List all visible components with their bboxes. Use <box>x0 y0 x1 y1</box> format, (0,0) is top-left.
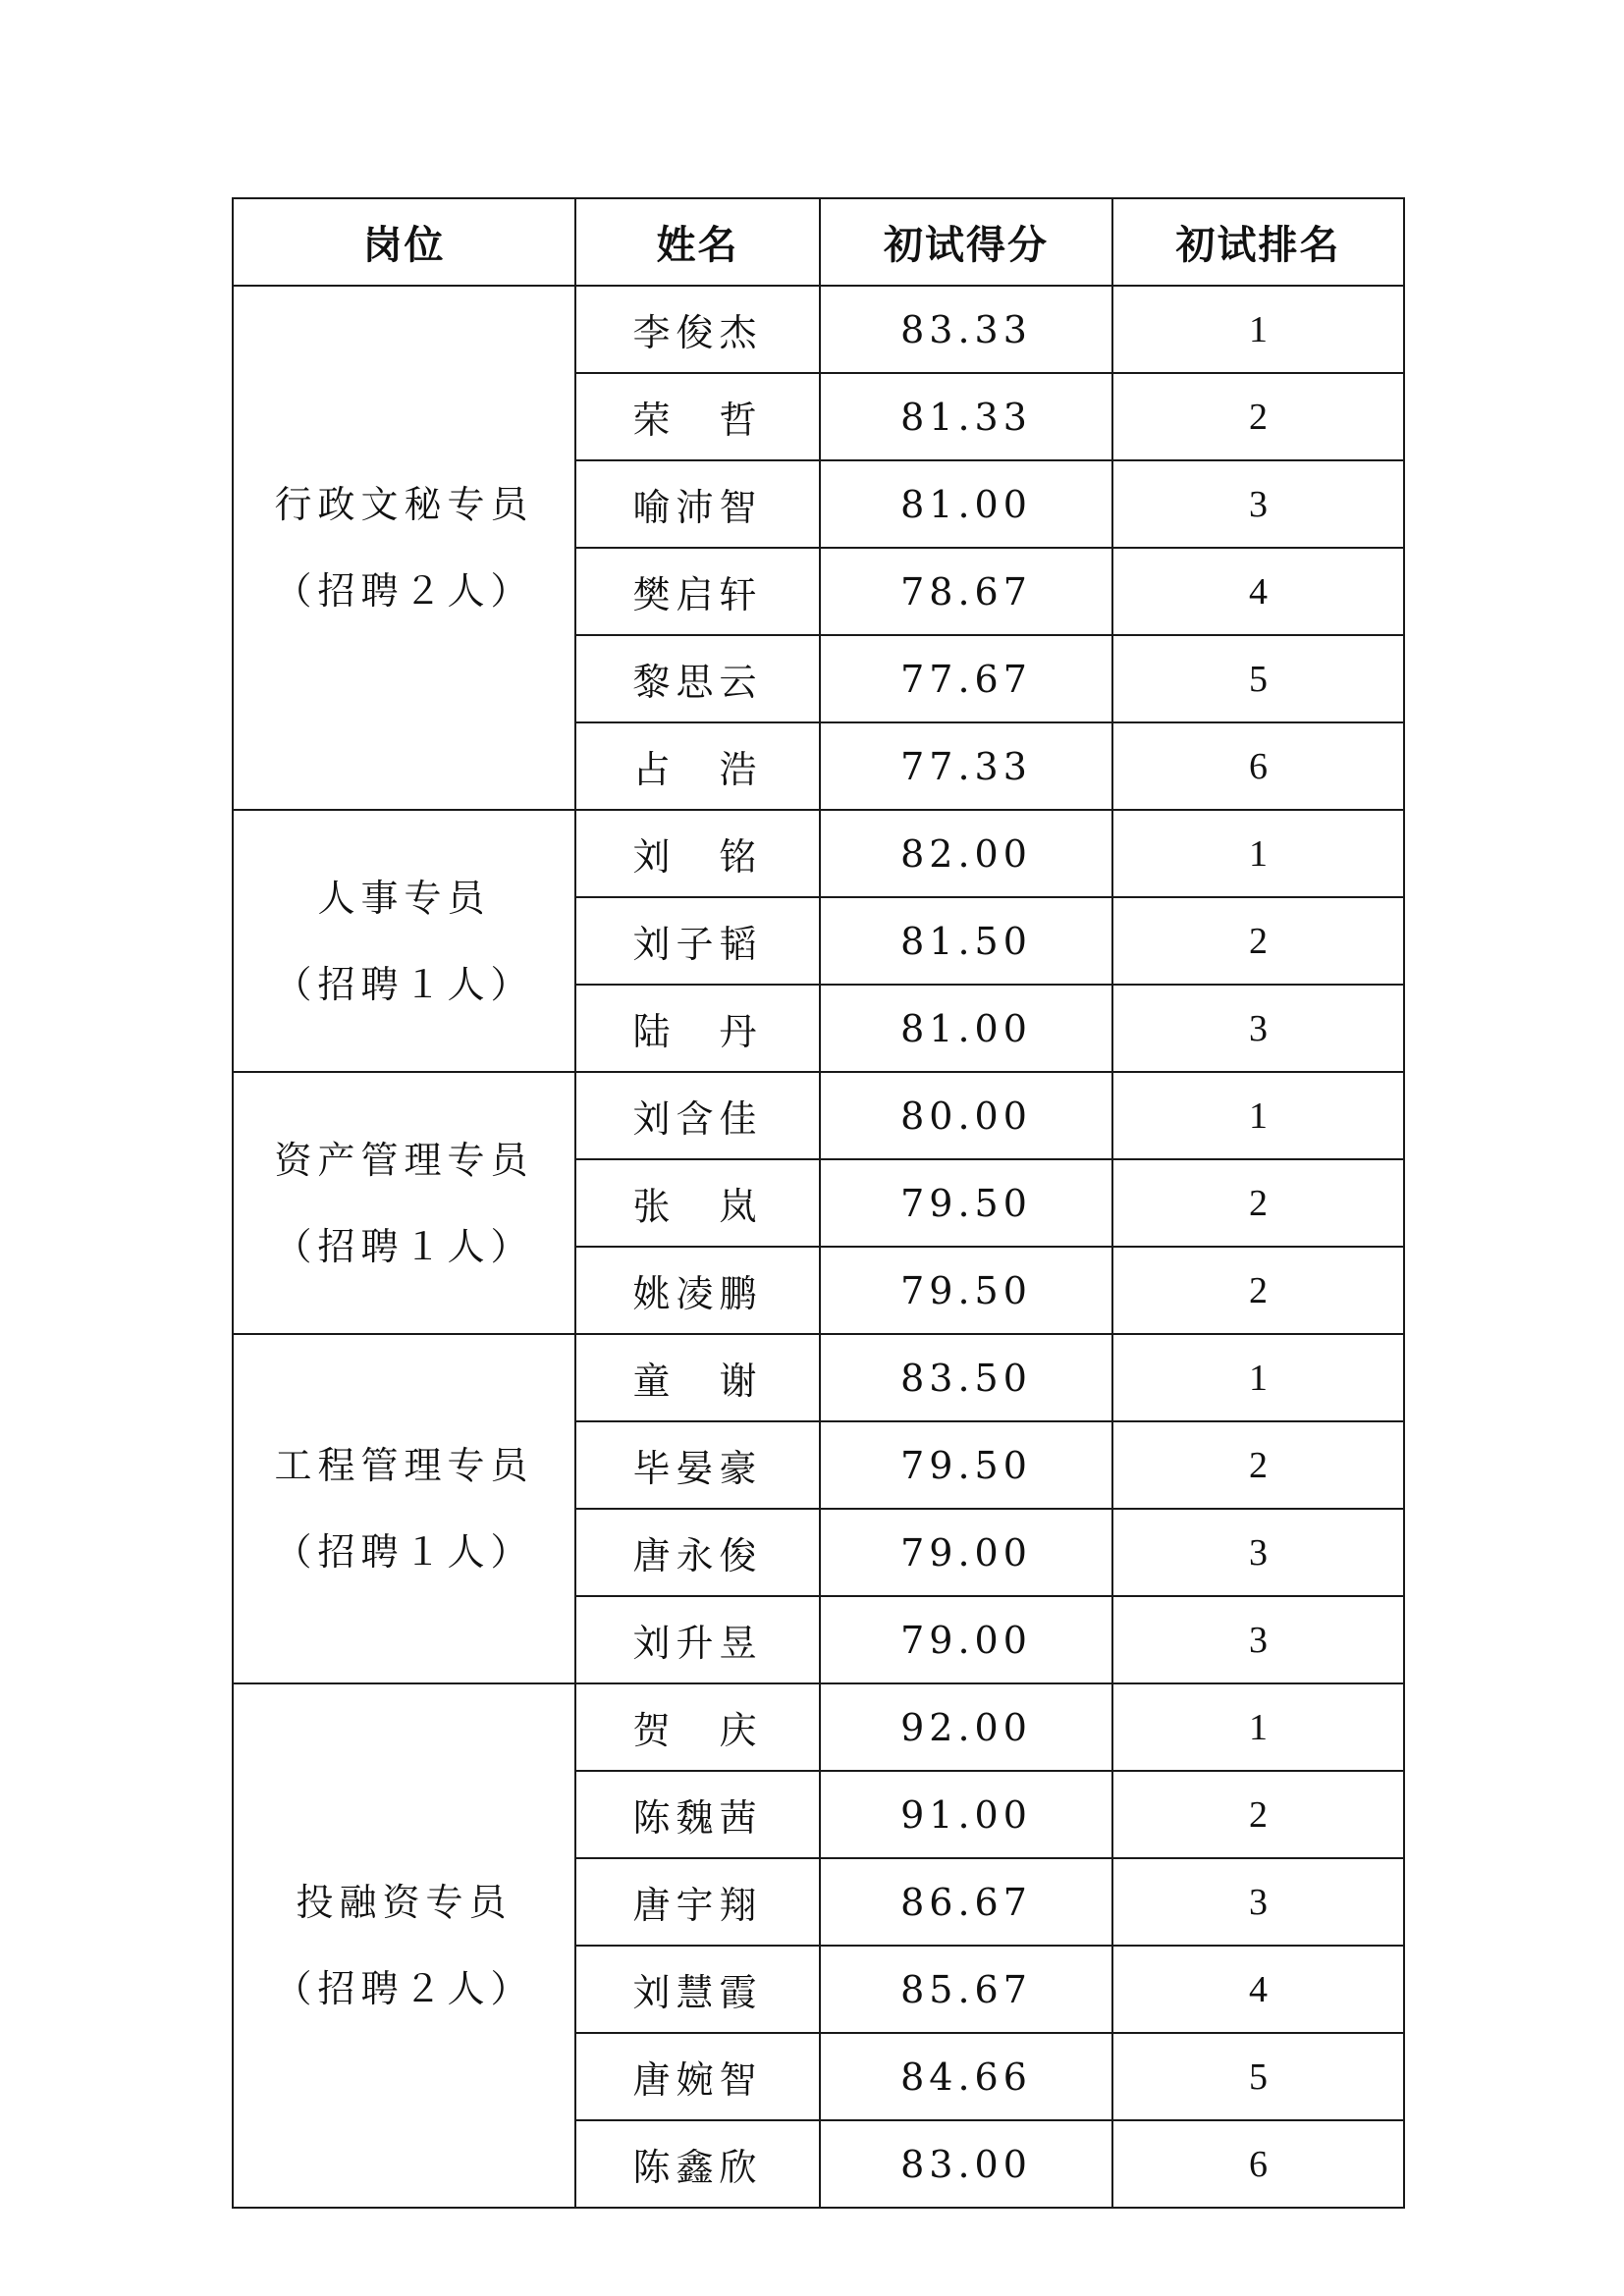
candidate-rank: 3 <box>1112 1596 1404 1683</box>
candidate-rank: 1 <box>1112 286 1404 373</box>
candidate-rank: 3 <box>1112 1509 1404 1596</box>
table-row <box>233 286 1404 373</box>
candidate-name: 唐宇翔 <box>575 1858 820 1946</box>
candidate-rank: 2 <box>1112 1771 1404 1858</box>
candidate-score: 85.67 <box>820 1946 1112 2033</box>
header-rank: 初试排名 <box>1112 198 1404 286</box>
candidate-name: 喻沛智 <box>575 460 820 548</box>
candidate-name: 陈鑫欣 <box>575 2120 820 2208</box>
table-row <box>233 810 1404 897</box>
candidate-name: 荣 哲 <box>575 373 820 460</box>
candidate-rank: 2 <box>1112 1159 1404 1247</box>
position-title: 行政文秘专员 <box>274 483 534 526</box>
candidate-rank: 6 <box>1112 722 1404 810</box>
candidate-rank: 1 <box>1112 810 1404 897</box>
header-name: 姓名 <box>575 198 820 286</box>
position-cell <box>233 810 575 1072</box>
table-row <box>233 1072 1404 1159</box>
candidate-name: 占 浩 <box>575 722 820 810</box>
candidate-rank: 3 <box>1112 460 1404 548</box>
candidate-score: 77.67 <box>820 635 1112 722</box>
candidate-name: 刘升昱 <box>575 1596 820 1683</box>
candidate-score: 78.67 <box>820 548 1112 635</box>
score-table <box>232 197 1405 2209</box>
candidate-score: 77.33 <box>820 722 1112 810</box>
position-cell <box>233 1334 575 1683</box>
position-quota: （招聘２人） <box>274 1967 534 2010</box>
position-cell <box>233 286 575 810</box>
candidate-score: 82.00 <box>820 810 1112 897</box>
position-title: 人事专员 <box>317 876 491 920</box>
candidate-score: 79.00 <box>820 1509 1112 1596</box>
candidate-score: 79.00 <box>820 1596 1112 1683</box>
candidate-rank: 2 <box>1112 373 1404 460</box>
candidate-score: 81.33 <box>820 373 1112 460</box>
position-title: 工程管理专员 <box>274 1444 534 1487</box>
candidate-score: 81.00 <box>820 460 1112 548</box>
candidate-rank: 3 <box>1112 985 1404 1072</box>
candidate-rank: 6 <box>1112 2120 1404 2208</box>
candidate-name: 樊启轩 <box>575 548 820 635</box>
candidate-name: 姚凌鹏 <box>575 1247 820 1334</box>
header-position: 岗位 <box>233 198 575 286</box>
candidate-name: 李俊杰 <box>575 286 820 373</box>
candidate-name: 陈魏茜 <box>575 1771 820 1858</box>
candidate-score: 83.50 <box>820 1334 1112 1421</box>
table-row <box>233 1683 1404 1771</box>
candidate-score: 84.66 <box>820 2033 1112 2120</box>
table-header <box>233 198 1404 286</box>
candidate-score: 81.00 <box>820 985 1112 1072</box>
candidate-score: 81.50 <box>820 897 1112 985</box>
candidate-name: 刘子韬 <box>575 897 820 985</box>
candidate-score: 79.50 <box>820 1247 1112 1334</box>
position-quota: （招聘２人） <box>274 569 534 613</box>
candidate-rank: 1 <box>1112 1683 1404 1771</box>
header-score: 初试得分 <box>820 198 1112 286</box>
candidate-rank: 3 <box>1112 1858 1404 1946</box>
candidate-name: 黎思云 <box>575 635 820 722</box>
candidate-score: 83.00 <box>820 2120 1112 2208</box>
candidate-score: 79.50 <box>820 1159 1112 1247</box>
table-body <box>233 286 1404 2208</box>
position-title: 资产管理专员 <box>274 1138 534 1182</box>
table-row <box>233 1334 1404 1421</box>
candidate-rank: 4 <box>1112 548 1404 635</box>
candidate-rank: 2 <box>1112 1421 1404 1509</box>
candidate-rank: 5 <box>1112 635 1404 722</box>
candidate-rank: 1 <box>1112 1072 1404 1159</box>
position-quota: （招聘１人） <box>274 1224 534 1268</box>
candidate-name: 唐永俊 <box>575 1509 820 1596</box>
candidate-name: 刘 铭 <box>575 810 820 897</box>
candidate-rank: 5 <box>1112 2033 1404 2120</box>
candidate-score: 83.33 <box>820 286 1112 373</box>
candidate-name: 贺 庆 <box>575 1683 820 1771</box>
candidate-name: 唐婉智 <box>575 2033 820 2120</box>
position-cell <box>233 1683 575 2208</box>
candidate-name: 张 岚 <box>575 1159 820 1247</box>
candidate-name: 刘慧霞 <box>575 1946 820 2033</box>
candidate-score: 86.67 <box>820 1858 1112 1946</box>
position-cell <box>233 1072 575 1334</box>
position-quota: （招聘１人） <box>274 1530 534 1574</box>
candidate-name: 毕晏豪 <box>575 1421 820 1509</box>
candidate-rank: 1 <box>1112 1334 1404 1421</box>
position-title: 投融资专员 <box>296 1881 513 1924</box>
candidate-score: 91.00 <box>820 1771 1112 1858</box>
candidate-score: 80.00 <box>820 1072 1112 1159</box>
position-quota: （招聘１人） <box>274 962 534 1006</box>
candidate-rank: 4 <box>1112 1946 1404 2033</box>
candidate-name: 陆 丹 <box>575 985 820 1072</box>
header-row <box>233 198 1404 286</box>
candidate-score: 79.50 <box>820 1421 1112 1509</box>
candidate-score: 92.00 <box>820 1683 1112 1771</box>
candidate-rank: 2 <box>1112 1247 1404 1334</box>
candidate-rank: 2 <box>1112 897 1404 985</box>
candidate-name: 童 谢 <box>575 1334 820 1421</box>
candidate-name: 刘含佳 <box>575 1072 820 1159</box>
